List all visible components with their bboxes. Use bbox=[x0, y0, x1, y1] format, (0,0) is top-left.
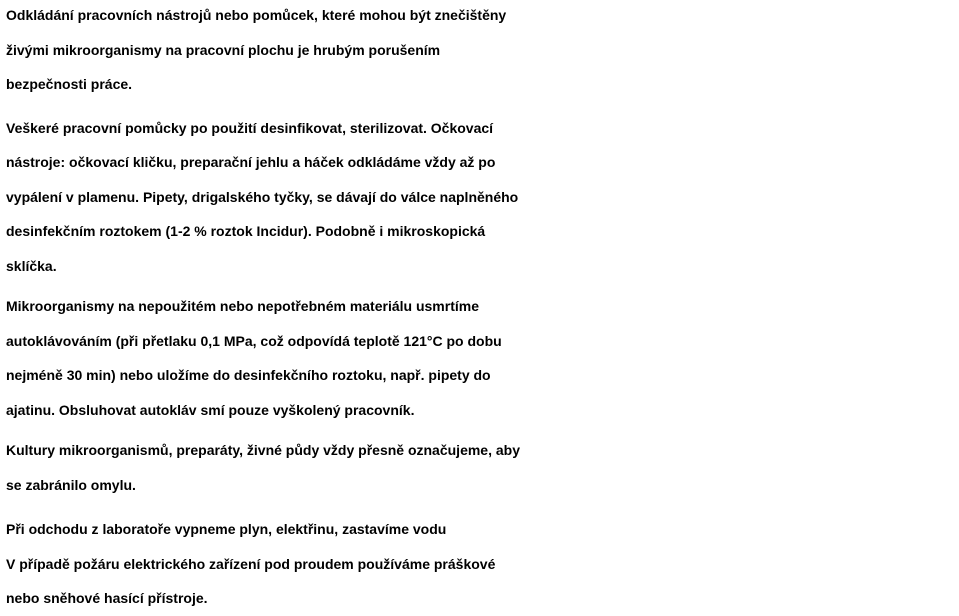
text-line: nebo sněhové hasící přístroje. bbox=[6, 590, 208, 606]
text-line: se zabránilo omylu. bbox=[6, 476, 136, 493]
paragraph-leaving-lab bbox=[6, 512, 958, 616]
text-line: živými mikroorganismy na pracovní plochu je hrubým porušením bbox=[6, 41, 441, 58]
text-line: bezpečnosti práce. bbox=[6, 76, 133, 92]
text-line: autoklávováním (při přetlaku 0,1 MPa, což odpovídá teplotě 121°C po dobu bbox=[6, 332, 502, 349]
text-line: V případě požáru elektrického zařízení pod proudem používáme práškové bbox=[6, 555, 496, 572]
paragraph-disinfection bbox=[6, 111, 958, 284]
text-line: vypálení v plamenu. Pipety, drigalského tyčky, se dávají do válce naplněného bbox=[6, 188, 519, 205]
text-line: Odkládání pracovních nástrojů nebo pomůcek, které mohou být znečištěny bbox=[6, 7, 507, 23]
paragraph-labeling bbox=[6, 433, 958, 502]
paragraph-spacer bbox=[6, 102, 958, 111]
text-line: nástroje: očkovací kličku, preparační jehlu a háček odkládáme vždy až po bbox=[6, 154, 496, 170]
paragraph-tool-placement bbox=[6, 0, 958, 102]
document-page bbox=[6, 0, 958, 616]
text-line: nejméně 30 min) nebo uložíme do desinfekčního roztoku, např. pipety do bbox=[6, 367, 491, 383]
text-line: Kultury mikroorganismů, preparáty, živné půdy vždy přesně označujeme, aby bbox=[6, 442, 520, 458]
paragraph-autoclave bbox=[6, 289, 958, 427]
paragraph-spacer bbox=[6, 502, 958, 512]
text-line: ajatinu. Obsluhovat autokláv smí pouze vyškolený pracovník. bbox=[6, 401, 415, 418]
text-line: Mikroorganismy na nepoužitém nebo nepotřebném materiálu usmrtíme bbox=[6, 298, 479, 314]
text-line: desinfekčním roztokem (1-2 % roztok Incidur). Podobně i mikroskopická bbox=[6, 223, 486, 239]
text-line: Při odchodu z laboratoře vypneme plyn, elektřinu, zastavíme vodu bbox=[6, 521, 447, 537]
text-line: sklíčka. bbox=[6, 257, 57, 274]
text-line: Veškeré pracovní pomůcky po použití desinfikovat, sterilizovat. Očkovací bbox=[6, 119, 494, 136]
